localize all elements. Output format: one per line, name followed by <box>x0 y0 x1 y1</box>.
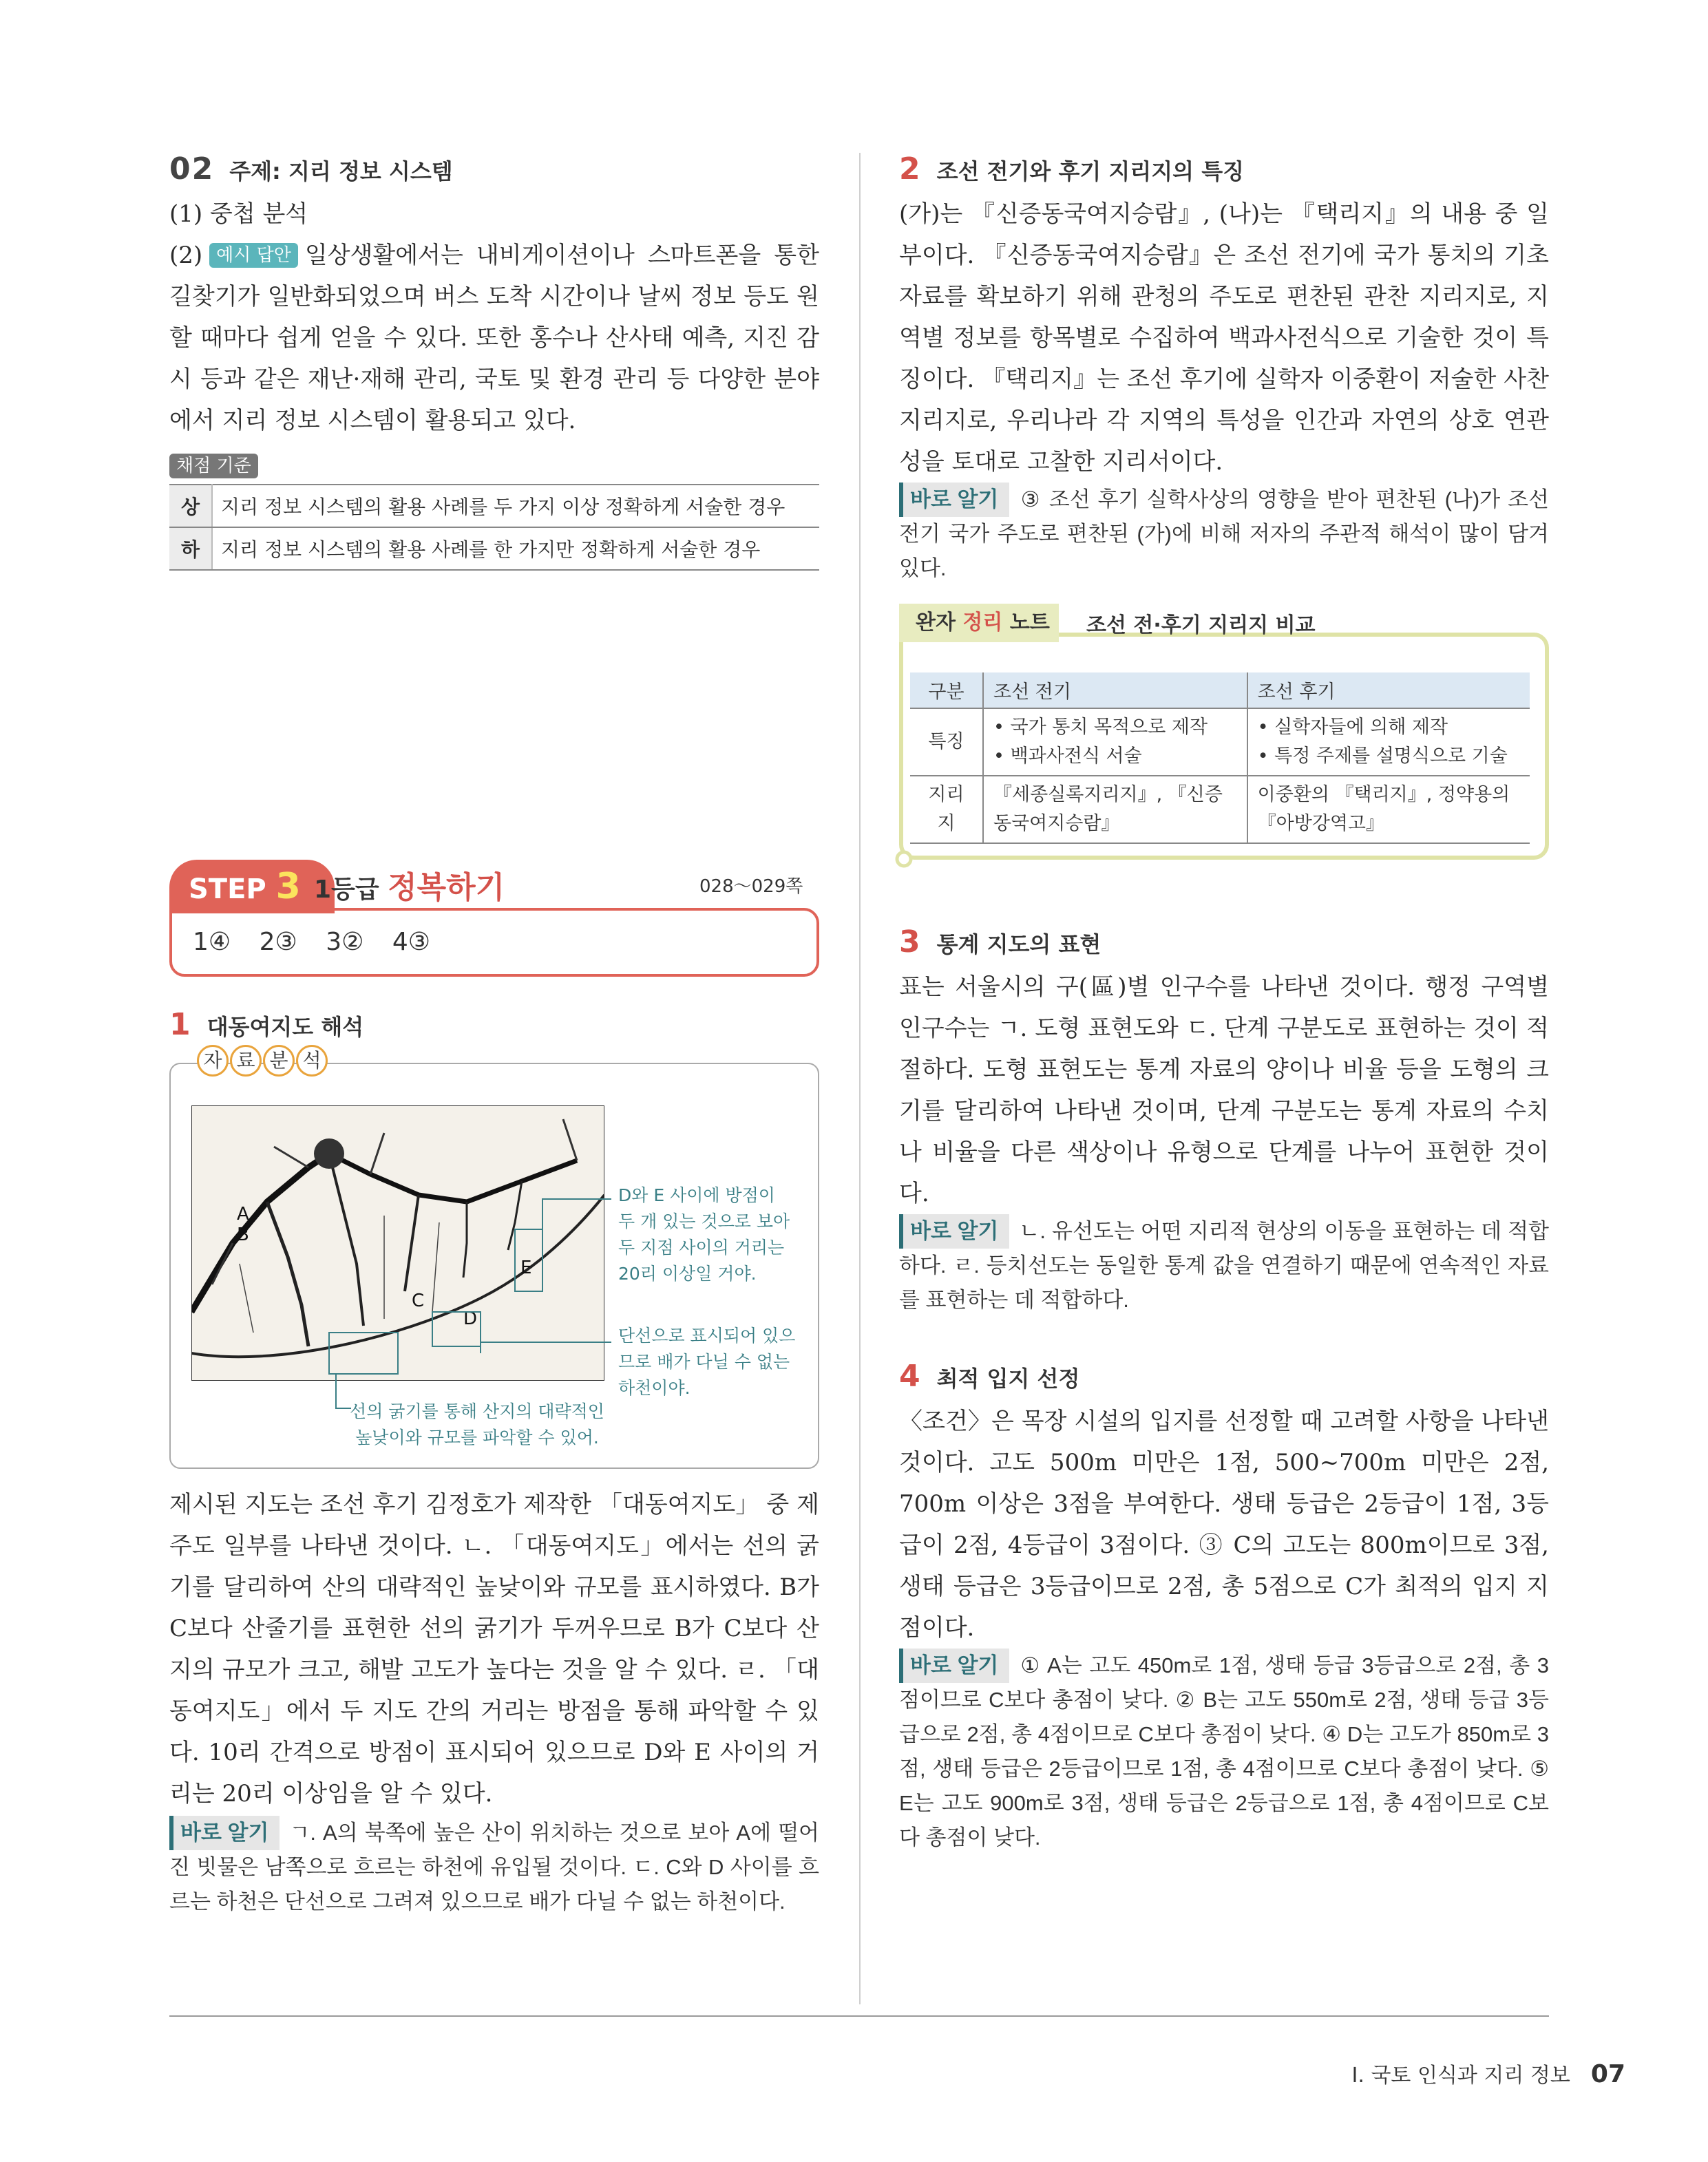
s3-title: 통계 지도의 표현 <box>936 931 1101 957</box>
example-answer-tag: 예시 답안 <box>209 243 298 268</box>
table-cell: • 실학자들에 의해 제작 • 특정 주제를 설명식으로 기술 <box>1247 708 1530 776</box>
step-title-main: 정복하기 <box>388 870 505 905</box>
step-number: 3 <box>275 866 301 907</box>
s3-heading <box>899 924 1549 960</box>
criteria-table <box>169 484 819 571</box>
criteria-cell: 지리 정보 시스템의 활용 사례를 한 가지만 정확하게 서술한 경우 <box>212 527 819 570</box>
label-char: 료 <box>230 1045 262 1077</box>
s1-correction-text: ㄱ. A의 북쪽에 높은 산이 위치하는 것으로 보아 A에 떨어진 빗물은 남쪽으로 흐르는 하천에 유입될 것이다. ㄷ. C와 D 사이를 흐르는 하천은 단선으로 그려져 있으므로 배가 다닐 수 없는 하천이다. <box>169 1821 819 1914</box>
s3-number: 3 <box>899 924 922 960</box>
table-cell: 특징 <box>910 708 983 776</box>
grade-cell: 상 <box>169 485 212 527</box>
table-row <box>910 776 1530 843</box>
chapter-title: Ⅰ. 국토 인식과 지리 정보 <box>1351 2064 1570 2088</box>
s1-number: 1 <box>169 1007 192 1042</box>
footer-rule <box>169 2015 1549 2017</box>
table-cell: 이중환의 『택리지』, 정약용의 『아방강역고』 <box>1247 776 1530 843</box>
left-column <box>169 151 819 1919</box>
summary-note <box>899 604 1549 858</box>
map-label-b: B <box>237 1225 249 1245</box>
q02-part2-text: 일상생활에서는 내비게이션이나 스마트폰을 통한 길찾기가 일반화되었으며 버스 도착 시간이나 날씨 정보 등도 원할 때마다 쉽게 얻을 수 있다. 또한 홍수나 산사태 예측, 지진 감시 등과 같은 재난·재해 관리, 국토 및 환경 관리 등 다양한 분야에서 지리 정보 시스템이 활용되고 있다. <box>169 242 819 434</box>
map-label-e: E <box>520 1258 532 1278</box>
s2-correction-text: ③ 조선 후기 실학사상의 영향을 받아 편찬된 (나)가 조선 전기 국가 주도로 편찬된 (가)에 비해 저자의 주관적 해석이 많이 담겨 있다. <box>899 487 1549 580</box>
baro-label: 바로 알기 <box>899 1214 1009 1249</box>
map-label-a: A <box>237 1204 249 1225</box>
table-header: 조선 전기 <box>983 672 1247 708</box>
baro-label: 바로 알기 <box>899 1649 1009 1683</box>
right-column <box>899 151 1549 1855</box>
s4-correction-text: ① A는 고도 450m로 1점, 생태 등급 3등급으로 2점, 총 3점이므로 C보다 총점이 낮다. ② B는 고도 550m로 2점, 생태 등급 3등급으로 2점, 총 4점이므로 C보다 총점이 낮다. ④ D는 고도가 850m로 3점, 생태 등급은 2등급이므로 1점, 총 4점이므로 C보다 총점이 낮다. ⑤ E는 고도 900m로 3점, 생태 등급은 2등급으로 1점, 총 4점이므로 C보다 총점이 낮다. <box>899 1653 1549 1850</box>
table-cell: 『세종실록지리지』, 『신증동국여지승람』 <box>983 776 1247 843</box>
note-title: 조선 전·후기 지리지 비교 <box>1086 613 1316 637</box>
s4-number: 4 <box>899 1359 922 1394</box>
label-char: 분 <box>263 1045 295 1077</box>
s4-title: 최적 입지 선정 <box>936 1366 1080 1392</box>
q02-heading <box>169 151 819 187</box>
s2-body: (가)는 『신증동국여지승람』, (나)는 『택리지』의 내용 중 일부이다. 『신증동국여지승람』은 조선 전기에 국가 통치의 기초 자료를 확보하기 위해 관청의 주도로 편찬된 관찬 지리지로, 지역별 정보를 항목별로 수집하여 백과사전식으로 기술한 것이 특징이다. 『택리지』는 조선 후기에 실학자 이중환이 저술한 사찬 지리지로, 우리나라 각 지역의 특성을 인간과 자연의 상호 연관성을 토대로 고찰한 지리서이다. <box>899 200 1549 476</box>
table-cell: 지리지 <box>910 776 983 843</box>
s1-title: 대동여지도 해석 <box>207 1014 364 1040</box>
q02-part2-prefix: (2) <box>169 242 203 269</box>
map-label-d: D <box>463 1308 478 1329</box>
table-header: 구분 <box>910 672 983 708</box>
s3-correction <box>899 1214 1549 1317</box>
comparison-table <box>910 672 1530 844</box>
s3-correction-text: ㄴ. 유선도는 어떤 지리적 현상의 이동을 표현하는 데 적합하다. ㄹ. 등치선도는 동일한 통계 값을 연결하기 때문에 연속적인 자료를 표현하는 데 적합하다. <box>899 1219 1549 1312</box>
label-char: 석 <box>296 1045 328 1077</box>
note-tab <box>899 604 1059 642</box>
note-tab-b: 정리 <box>962 611 1003 635</box>
note-tab-c: 노트 <box>1009 611 1050 635</box>
q02-part1: (1) 중첩 분석 <box>169 200 308 228</box>
s2-heading <box>899 151 1549 187</box>
table-cell: • 국가 통치 목적으로 제작 • 백과사전식 서술 <box>983 708 1247 776</box>
table-row <box>169 485 819 527</box>
page-footer <box>1352 2058 1625 2088</box>
s1-heading <box>169 1007 819 1042</box>
s2-title: 조선 전기와 후기 지리지의 특징 <box>936 158 1245 184</box>
step-title-grade: 1등급 <box>314 876 379 904</box>
q02-title: 주제: 지리 정보 시스템 <box>229 158 453 184</box>
note-tab-a: 완자 <box>916 611 956 635</box>
step-tab <box>169 860 335 913</box>
annotation-river: 단선으로 표시되어 있으므로 배가 다닐 수 없는 하천이야. <box>618 1326 796 1398</box>
column-divider <box>859 153 861 2004</box>
s2-correction <box>899 483 1549 586</box>
step-label: STEP <box>189 873 266 905</box>
label-char: 자 <box>197 1045 229 1077</box>
annotation-line-thickness: 선의 굵기를 통해 산지의 대략적인 높낮이와 규모를 파악할 수 있어. <box>350 1401 604 1448</box>
table-header: 조선 후기 <box>1247 672 1530 708</box>
criteria-tag: 채점 기준 <box>169 454 258 478</box>
q02-number: 02 <box>169 151 215 187</box>
s3-body: 표는 서울시의 구(區)별 인구수를 나타낸 것이다. 행정 구역별 인구수는 ㄱ. 도형 표현도와 ㄷ. 단계 구분도로 표현하는 것이 적절하다. 도형 표현도는 통계 자료의 양이나 비율 등을 도형의 크기를 달리하여 나타낸 것이며, 단계 구분도는 통계 자료의 수치나 비율을 다른 색상이나 유형으로 단계를 나누어 표현한 것이다. <box>899 973 1549 1207</box>
annotation-distance: D와 E 사이에 방점이 두 개 있는 것으로 보아 두 지점 사이의 거리는 20리 이상일 거야. <box>618 1185 790 1284</box>
s4-heading <box>899 1359 1549 1394</box>
step-title <box>314 862 505 907</box>
answer-list: 1④ 2③ 3② 4③ <box>169 908 819 977</box>
table-row <box>910 708 1530 776</box>
baro-label: 바로 알기 <box>899 483 1009 517</box>
step3-answer-box <box>169 860 819 977</box>
criteria-cell: 지리 정보 시스템의 활용 사례를 두 가지 이상 정확하게 서술한 경우 <box>212 485 819 527</box>
data-analysis-box <box>169 1049 819 1469</box>
s4-correction <box>899 1649 1549 1855</box>
table-row <box>169 527 819 570</box>
page-range: 028～029쪽 <box>699 876 803 897</box>
map-label-c: C <box>412 1291 425 1311</box>
q02-part2 <box>169 235 819 441</box>
s2-number: 2 <box>899 151 922 187</box>
s1-body: 제시된 지도는 조선 후기 김정호가 제작한 「대동여지도」 중 제주도 일부를 나타낸 것이다. ㄴ. 「대동여지도」에서는 선의 굵기를 달리하여 산의 대략적인 높낮이와 규모를 표시하였다. B가 C보다 산줄기를 표현한 선의 굵기가 두꺼우므로 B가 C보다 산지의 규모가 크고, 해발 고도가 높다는 것을 알 수 있다. ㄹ. 「대동여지도」에서 두 지도 간의 거리는 방점을 통해 파악할 수 있다. 10리 간격으로 방점이 표시되어 있으므로 D와 E 사이의 거리는 20리 이상임을 알 수 있다. <box>169 1491 819 1808</box>
grade-cell: 하 <box>169 527 212 570</box>
page-number: 07 <box>1590 2060 1625 2088</box>
s4-body: 〈조건〉은 목장 시설의 입지를 선정할 때 고려할 사항을 나타낸 것이다. 고도 500m 미만은 1점, 500~700m 미만은 2점, 700m 이상은 3점을 부여한다. 생태 등급은 2등급이 1점, 3등급이 2점, 4등급이 3점이다. ③ C의 고도는 800m이므로 3점, 생태 등급은 3등급이므로 2점, 총 5점으로 C가 최적의 입지 지점이다. <box>899 1408 1549 1642</box>
note-circle-icon <box>894 849 914 869</box>
s1-correction <box>169 1816 819 1919</box>
baro-label: 바로 알기 <box>169 1816 280 1850</box>
table-header-row <box>910 672 1530 708</box>
